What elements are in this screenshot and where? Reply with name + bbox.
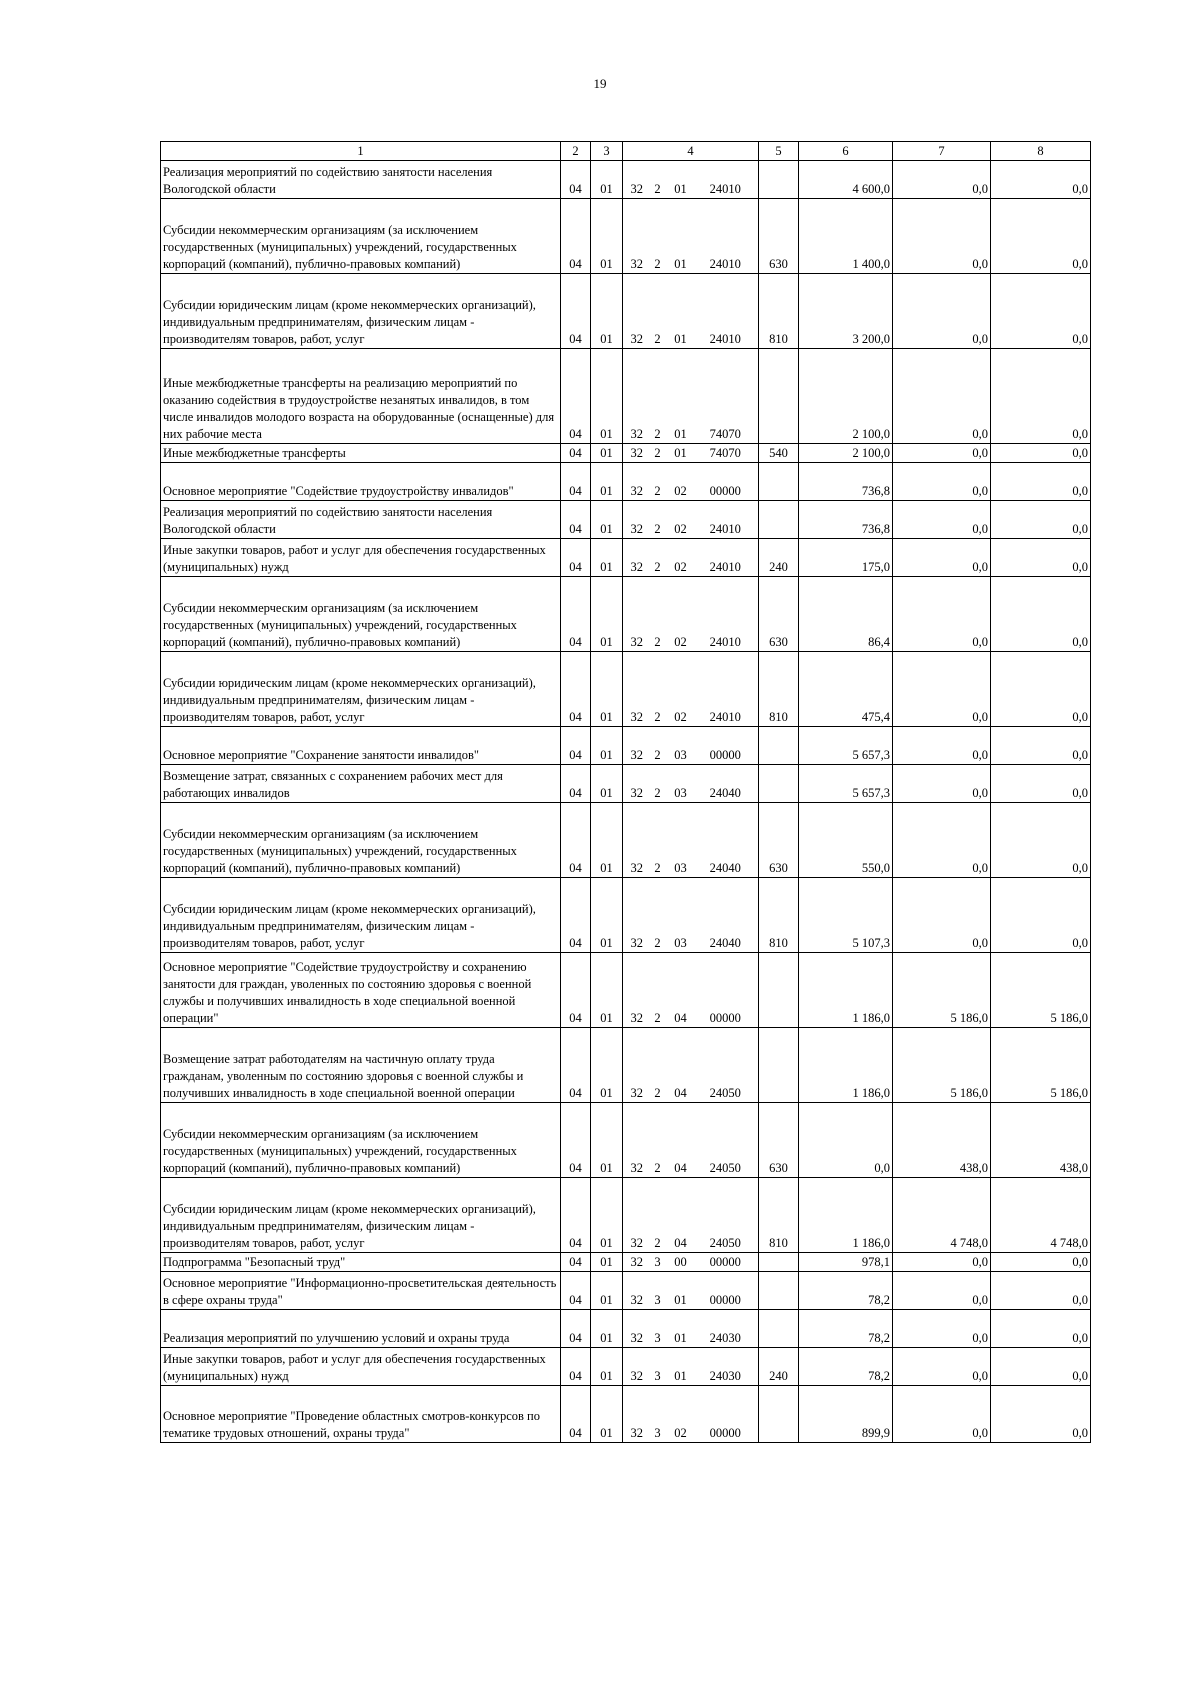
expense-type-code: 630 [759, 1103, 799, 1178]
amount-col-7: 0,0 [893, 274, 991, 349]
target-article-subprogram: 2 [649, 652, 667, 727]
target-article-direction: 00000 [695, 953, 759, 1028]
target-article-program: 32 [623, 1348, 649, 1386]
target-article-event: 02 [667, 1386, 695, 1443]
amount-col-7: 0,0 [893, 765, 991, 803]
header-col-8: 8 [991, 142, 1091, 161]
amount-col-6: 78,2 [799, 1272, 893, 1310]
amount-col-8: 0,0 [991, 349, 1091, 444]
target-article-subprogram: 2 [649, 463, 667, 501]
target-article-subprogram: 3 [649, 1310, 667, 1348]
section-code: 04 [561, 349, 591, 444]
target-article-event: 01 [667, 1348, 695, 1386]
subsection-code: 01 [591, 1178, 623, 1253]
amount-col-8: 0,0 [991, 463, 1091, 501]
subsection-code: 01 [591, 1103, 623, 1178]
section-code: 04 [561, 1310, 591, 1348]
target-article-program: 32 [623, 501, 649, 539]
subsection-code: 01 [591, 1253, 623, 1272]
target-article-direction: 00000 [695, 463, 759, 501]
amount-col-6: 1 186,0 [799, 953, 893, 1028]
amount-col-8: 5 186,0 [991, 953, 1091, 1028]
subsection-code: 01 [591, 803, 623, 878]
expense-type-code: 810 [759, 1178, 799, 1253]
target-article-direction: 24030 [695, 1348, 759, 1386]
subsection-code: 01 [591, 765, 623, 803]
row-description: Субсидии некоммерческим организациям (за исключением государственных (муниципальных) учреждений, государственных корпораций (компаний), публично-правовых компаний) [161, 577, 561, 652]
section-code: 04 [561, 444, 591, 463]
target-article-direction: 24010 [695, 539, 759, 577]
amount-col-6: 1 400,0 [799, 199, 893, 274]
target-article-direction: 24010 [695, 577, 759, 652]
subsection-code: 01 [591, 727, 623, 765]
table-row [161, 161, 1091, 199]
amount-col-6: 736,8 [799, 501, 893, 539]
amount-col-7: 5 186,0 [893, 1028, 991, 1103]
amount-col-8: 0,0 [991, 577, 1091, 652]
amount-col-8: 4 748,0 [991, 1178, 1091, 1253]
expense-type-code [759, 501, 799, 539]
table-row [161, 199, 1091, 274]
target-article-subprogram: 3 [649, 1386, 667, 1443]
amount-col-6: 78,2 [799, 1310, 893, 1348]
section-code: 04 [561, 878, 591, 953]
amount-col-8: 438,0 [991, 1103, 1091, 1178]
target-article-event: 01 [667, 199, 695, 274]
amount-col-7: 0,0 [893, 1348, 991, 1386]
table-row [161, 444, 1091, 463]
target-article-direction: 00000 [695, 727, 759, 765]
row-description: Основное мероприятие "Содействие трудоустройству и сохранению занятости для граждан, уволенных по состоянию здоровья с военной службы и получивших инвалидность в ходе специальной военной операции" [161, 953, 561, 1028]
expense-type-code [759, 1253, 799, 1272]
section-code: 04 [561, 274, 591, 349]
header-col-5: 5 [759, 142, 799, 161]
target-article-subprogram: 2 [649, 161, 667, 199]
target-article-direction: 24010 [695, 652, 759, 727]
amount-col-6: 1 186,0 [799, 1178, 893, 1253]
section-code: 04 [561, 1028, 591, 1103]
amount-col-7: 0,0 [893, 161, 991, 199]
row-description: Субсидии юридическим лицам (кроме некоммерческих организаций), индивидуальным предпринимателям, физическим лицам - производителям товаров, работ, услуг [161, 1178, 561, 1253]
section-code: 04 [561, 199, 591, 274]
section-code: 04 [561, 803, 591, 878]
target-article-direction: 24010 [695, 274, 759, 349]
table-row [161, 765, 1091, 803]
target-article-direction: 24010 [695, 199, 759, 274]
table-row [161, 274, 1091, 349]
target-article-direction: 24010 [695, 161, 759, 199]
row-description: Основное мероприятие "Сохранение занятости инвалидов" [161, 727, 561, 765]
target-article-event: 02 [667, 577, 695, 652]
amount-col-8: 0,0 [991, 1310, 1091, 1348]
target-article-event: 04 [667, 1028, 695, 1103]
amount-col-8: 0,0 [991, 727, 1091, 765]
target-article-direction: 24040 [695, 878, 759, 953]
target-article-program: 32 [623, 1028, 649, 1103]
target-article-event: 00 [667, 1253, 695, 1272]
row-description: Основное мероприятие "Содействие трудоустройству инвалидов" [161, 463, 561, 501]
target-article-direction: 74070 [695, 444, 759, 463]
target-article-event: 01 [667, 1272, 695, 1310]
target-article-program: 32 [623, 274, 649, 349]
row-description: Субсидии юридическим лицам (кроме некоммерческих организаций), индивидуальным предпринимателям, физическим лицам - производителям товаров, работ, услуг [161, 878, 561, 953]
section-code: 04 [561, 463, 591, 501]
section-code: 04 [561, 161, 591, 199]
amount-col-8: 0,0 [991, 444, 1091, 463]
header-col-3: 3 [591, 142, 623, 161]
target-article-event: 03 [667, 878, 695, 953]
target-article-subprogram: 2 [649, 727, 667, 765]
section-code: 04 [561, 765, 591, 803]
table-row [161, 349, 1091, 444]
subsection-code: 01 [591, 953, 623, 1028]
table-row [161, 1178, 1091, 1253]
target-article-program: 32 [623, 878, 649, 953]
target-article-subprogram: 2 [649, 199, 667, 274]
subsection-code: 01 [591, 501, 623, 539]
subsection-code: 01 [591, 463, 623, 501]
target-article-event: 02 [667, 539, 695, 577]
section-code: 04 [561, 953, 591, 1028]
table-row [161, 463, 1091, 501]
row-description: Основное мероприятие "Информационно-просветительская деятельность в сфере охраны труда" [161, 1272, 561, 1310]
subsection-code: 01 [591, 349, 623, 444]
amount-col-6: 78,2 [799, 1348, 893, 1386]
header-col-6: 6 [799, 142, 893, 161]
amount-col-6: 550,0 [799, 803, 893, 878]
section-code: 04 [561, 1103, 591, 1178]
header-row [161, 142, 1091, 161]
row-description: Реализация мероприятий по содействию занятости населения Вологодской области [161, 161, 561, 199]
amount-col-7: 438,0 [893, 1103, 991, 1178]
row-description: Иные межбюджетные трансферты на реализацию мероприятий по оказанию содействия в трудоустройстве незанятых инвалидов, в том числе инвалидов молодого возраста на оборудованные (оснащенные) для них рабочие места [161, 349, 561, 444]
target-article-program: 32 [623, 1253, 649, 1272]
amount-col-8: 0,0 [991, 1348, 1091, 1386]
target-article-subprogram: 2 [649, 1178, 667, 1253]
target-article-subprogram: 2 [649, 1103, 667, 1178]
expense-type-code: 810 [759, 878, 799, 953]
table-row [161, 501, 1091, 539]
section-code: 04 [561, 1253, 591, 1272]
target-article-event: 01 [667, 349, 695, 444]
row-description: Иные межбюджетные трансферты [161, 444, 561, 463]
amount-col-7: 0,0 [893, 349, 991, 444]
row-description: Субсидии юридическим лицам (кроме некоммерческих организаций), индивидуальным предпринимателям, физическим лицам - производителям товаров, работ, услуг [161, 652, 561, 727]
target-article-event: 04 [667, 1178, 695, 1253]
expense-type-code: 630 [759, 199, 799, 274]
target-article-event: 02 [667, 463, 695, 501]
expense-type-code [759, 1272, 799, 1310]
target-article-program: 32 [623, 444, 649, 463]
amount-col-6: 899,9 [799, 1386, 893, 1443]
target-article-program: 32 [623, 803, 649, 878]
table-row [161, 1272, 1091, 1310]
expense-type-code: 630 [759, 803, 799, 878]
amount-col-6: 1 186,0 [799, 1028, 893, 1103]
target-article-event: 03 [667, 765, 695, 803]
row-description: Возмещение затрат, связанных с сохранением рабочих мест для работающих инвалидов [161, 765, 561, 803]
target-article-program: 32 [623, 463, 649, 501]
table-row [161, 953, 1091, 1028]
amount-col-7: 4 748,0 [893, 1178, 991, 1253]
expense-type-code [759, 727, 799, 765]
target-article-program: 32 [623, 652, 649, 727]
target-article-direction: 74070 [695, 349, 759, 444]
expense-type-code [759, 463, 799, 501]
expense-type-code [759, 349, 799, 444]
header-col-7: 7 [893, 142, 991, 161]
target-article-event: 01 [667, 1310, 695, 1348]
row-description: Субсидии некоммерческим организациям (за исключением государственных (муниципальных) учреждений, государственных корпораций (компаний), публично-правовых компаний) [161, 1103, 561, 1178]
target-article-direction: 24050 [695, 1178, 759, 1253]
expense-type-code [759, 953, 799, 1028]
amount-col-7: 0,0 [893, 803, 991, 878]
subsection-code: 01 [591, 1028, 623, 1103]
target-article-event: 01 [667, 161, 695, 199]
target-article-direction: 24050 [695, 1028, 759, 1103]
target-article-event: 02 [667, 501, 695, 539]
row-description: Иные закупки товаров, работ и услуг для обеспечения государственных (муниципальных) нужд [161, 1348, 561, 1386]
target-article-event: 01 [667, 444, 695, 463]
target-article-subprogram: 2 [649, 577, 667, 652]
subsection-code: 01 [591, 1310, 623, 1348]
row-description: Субсидии некоммерческим организациям (за исключением государственных (муниципальных) учреждений, государственных корпораций (компаний), публично-правовых компаний) [161, 803, 561, 878]
table-row [161, 1310, 1091, 1348]
target-article-event: 03 [667, 803, 695, 878]
target-article-event: 01 [667, 274, 695, 349]
amount-col-6: 2 100,0 [799, 349, 893, 444]
expense-type-code: 540 [759, 444, 799, 463]
amount-col-7: 0,0 [893, 463, 991, 501]
amount-col-6: 5 657,3 [799, 727, 893, 765]
amount-col-7: 0,0 [893, 1310, 991, 1348]
section-code: 04 [561, 539, 591, 577]
amount-col-7: 0,0 [893, 878, 991, 953]
amount-col-6: 475,4 [799, 652, 893, 727]
section-code: 04 [561, 1272, 591, 1310]
section-code: 04 [561, 501, 591, 539]
target-article-program: 32 [623, 199, 649, 274]
section-code: 04 [561, 652, 591, 727]
target-article-subprogram: 2 [649, 444, 667, 463]
target-article-subprogram: 2 [649, 878, 667, 953]
row-description: Субсидии юридическим лицам (кроме некоммерческих организаций), индивидуальным предпринимателям, физическим лицам - производителям товаров, работ, услуг [161, 274, 561, 349]
table-row [161, 1253, 1091, 1272]
target-article-direction: 00000 [695, 1272, 759, 1310]
expense-type-code: 240 [759, 539, 799, 577]
expense-type-code: 810 [759, 652, 799, 727]
target-article-program: 32 [623, 1310, 649, 1348]
table-body [161, 161, 1091, 1443]
amount-col-8: 0,0 [991, 274, 1091, 349]
amount-col-7: 0,0 [893, 652, 991, 727]
target-article-subprogram: 2 [649, 349, 667, 444]
table-row [161, 1386, 1091, 1443]
section-code: 04 [561, 1386, 591, 1443]
expense-type-code [759, 1386, 799, 1443]
table-row [161, 1348, 1091, 1386]
row-description: Реализация мероприятий по содействию занятости населения Вологодской области [161, 501, 561, 539]
target-article-program: 32 [623, 1103, 649, 1178]
amount-col-8: 0,0 [991, 765, 1091, 803]
subsection-code: 01 [591, 1348, 623, 1386]
section-code: 04 [561, 577, 591, 652]
target-article-subprogram: 2 [649, 803, 667, 878]
amount-col-8: 0,0 [991, 1386, 1091, 1443]
target-article-event: 04 [667, 1103, 695, 1178]
target-article-direction: 24040 [695, 765, 759, 803]
row-description: Реализация мероприятий по улучшению условий и охраны труда [161, 1310, 561, 1348]
amount-col-7: 5 186,0 [893, 953, 991, 1028]
header-col-1: 1 [161, 142, 561, 161]
amount-col-8: 0,0 [991, 652, 1091, 727]
target-article-program: 32 [623, 953, 649, 1028]
row-description: Основное мероприятие "Проведение областных смотров-конкурсов по тематике трудовых отношений, охраны труда" [161, 1386, 561, 1443]
expense-type-code [759, 161, 799, 199]
target-article-program: 32 [623, 349, 649, 444]
target-article-event: 02 [667, 652, 695, 727]
expense-type-code [759, 765, 799, 803]
target-article-program: 32 [623, 727, 649, 765]
target-article-subprogram: 2 [649, 953, 667, 1028]
amount-col-6: 978,1 [799, 1253, 893, 1272]
page-number: 19 [593, 76, 607, 91]
target-article-event: 03 [667, 727, 695, 765]
amount-col-8: 0,0 [991, 539, 1091, 577]
amount-col-6: 3 200,0 [799, 274, 893, 349]
amount-col-8: 0,0 [991, 1253, 1091, 1272]
amount-col-6: 2 100,0 [799, 444, 893, 463]
table-row [161, 727, 1091, 765]
subsection-code: 01 [591, 1272, 623, 1310]
table-row [161, 803, 1091, 878]
amount-col-6: 175,0 [799, 539, 893, 577]
row-description: Возмещение затрат работодателям на частичную оплату труда гражданам, уволенным по состоянию здоровья с военной службы и получивших инвалидность в ходе специальной военной операции [161, 1028, 561, 1103]
target-article-subprogram: 2 [649, 274, 667, 349]
target-article-program: 32 [623, 161, 649, 199]
target-article-subprogram: 2 [649, 1028, 667, 1103]
target-article-subprogram: 2 [649, 501, 667, 539]
budget-table [160, 141, 1091, 1443]
target-article-program: 32 [623, 765, 649, 803]
subsection-code: 01 [591, 1386, 623, 1443]
subsection-code: 01 [591, 444, 623, 463]
expense-type-code: 630 [759, 577, 799, 652]
row-description: Подпрограмма "Безопасный труд" [161, 1253, 561, 1272]
header-col-4: 4 [623, 142, 759, 161]
table-row [161, 652, 1091, 727]
amount-col-7: 0,0 [893, 1386, 991, 1443]
amount-col-8: 0,0 [991, 1272, 1091, 1310]
subsection-code: 01 [591, 539, 623, 577]
expense-type-code: 810 [759, 274, 799, 349]
target-article-program: 32 [623, 1272, 649, 1310]
expense-type-code [759, 1028, 799, 1103]
amount-col-8: 0,0 [991, 501, 1091, 539]
target-article-direction: 00000 [695, 1253, 759, 1272]
target-article-program: 32 [623, 539, 649, 577]
table-row [161, 878, 1091, 953]
section-code: 04 [561, 1178, 591, 1253]
amount-col-8: 5 186,0 [991, 1028, 1091, 1103]
target-article-program: 32 [623, 1386, 649, 1443]
target-article-direction: 24030 [695, 1310, 759, 1348]
amount-col-7: 0,0 [893, 539, 991, 577]
amount-col-6: 5 107,3 [799, 878, 893, 953]
amount-col-6: 0,0 [799, 1103, 893, 1178]
row-description: Субсидии некоммерческим организациям (за исключением государственных (муниципальных) учреждений, государственных корпораций (компаний), публично-правовых компаний) [161, 199, 561, 274]
subsection-code: 01 [591, 577, 623, 652]
subsection-code: 01 [591, 652, 623, 727]
target-article-subprogram: 3 [649, 1253, 667, 1272]
target-article-subprogram: 3 [649, 1272, 667, 1310]
target-article-program: 32 [623, 577, 649, 652]
amount-col-7: 0,0 [893, 1253, 991, 1272]
target-article-direction: 24010 [695, 501, 759, 539]
table-row [161, 577, 1091, 652]
amount-col-7: 0,0 [893, 199, 991, 274]
table-row [161, 1103, 1091, 1178]
target-article-direction: 24050 [695, 1103, 759, 1178]
section-code: 04 [561, 727, 591, 765]
expense-type-code: 240 [759, 1348, 799, 1386]
amount-col-8: 0,0 [991, 199, 1091, 274]
amount-col-7: 0,0 [893, 727, 991, 765]
amount-col-8: 0,0 [991, 161, 1091, 199]
header-col-2: 2 [561, 142, 591, 161]
amount-col-7: 0,0 [893, 444, 991, 463]
amount-col-6: 736,8 [799, 463, 893, 501]
amount-col-6: 5 657,3 [799, 765, 893, 803]
subsection-code: 01 [591, 199, 623, 274]
amount-col-7: 0,0 [893, 1272, 991, 1310]
target-article-direction: 00000 [695, 1386, 759, 1443]
target-article-subprogram: 2 [649, 765, 667, 803]
table-row [161, 1028, 1091, 1103]
expense-type-code [759, 1310, 799, 1348]
target-article-program: 32 [623, 1178, 649, 1253]
amount-col-7: 0,0 [893, 501, 991, 539]
amount-col-7: 0,0 [893, 577, 991, 652]
target-article-subprogram: 2 [649, 539, 667, 577]
target-article-subprogram: 3 [649, 1348, 667, 1386]
section-code: 04 [561, 1348, 591, 1386]
amount-col-8: 0,0 [991, 878, 1091, 953]
target-article-event: 04 [667, 953, 695, 1028]
subsection-code: 01 [591, 878, 623, 953]
target-article-direction: 24040 [695, 803, 759, 878]
row-description: Иные закупки товаров, работ и услуг для обеспечения государственных (муниципальных) нужд [161, 539, 561, 577]
subsection-code: 01 [591, 161, 623, 199]
amount-col-6: 4 600,0 [799, 161, 893, 199]
amount-col-8: 0,0 [991, 803, 1091, 878]
subsection-code: 01 [591, 274, 623, 349]
table-row [161, 539, 1091, 577]
amount-col-6: 86,4 [799, 577, 893, 652]
